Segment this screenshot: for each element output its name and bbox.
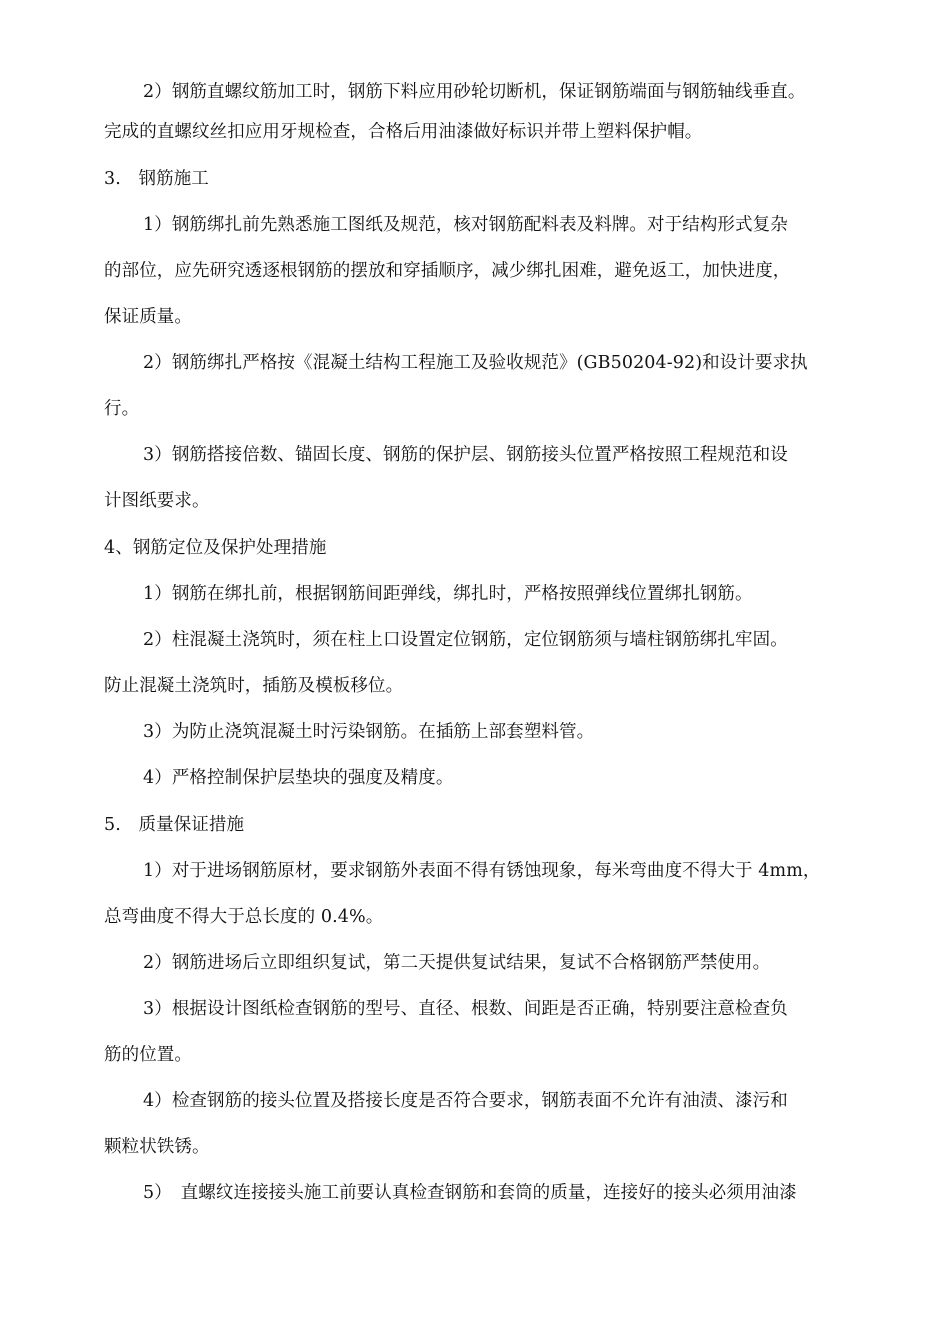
paragraph-line: 3）为防止浇筑混凝土时污染钢筋。在插筋上部套塑料管。 — [143, 722, 595, 742]
paragraph-line: 4）严格控制保护层垫块的强度及精度。 — [143, 768, 454, 788]
paragraph-line: 4）检查钢筋的接头位置及搭接长度是否符合要求，钢筋表面不允许有油渍、漆污和 — [143, 1091, 788, 1111]
paragraph-line: 的部位，应先研究透逐根钢筋的摆放和穿插顺序，减少绑扎困难，避免返工，加快进度， — [104, 261, 791, 281]
paragraph-line: 保证质量。 — [104, 307, 192, 327]
paragraph-line: 完成的直螺纹丝扣应用牙规检查，合格后用油漆做好标识并带上塑料保护帽。 — [104, 122, 703, 142]
paragraph-line: 3）根据设计图纸检查钢筋的型号、直径、根数、间距是否正确，特别要注意检查负 — [143, 999, 788, 1019]
paragraph-line: 2）钢筋进场后立即组织复试，第二天提供复试结果，复试不合格钢筋严禁使用。 — [143, 953, 771, 973]
paragraph-line: 1）对于进场钢筋原材，要求钢筋外表面不得有锈蚀现象，每米弯曲度不得大于 4mm， — [143, 861, 821, 881]
paragraph-line: 防止混凝土浇筑时，插筋及模板移位。 — [104, 676, 404, 696]
paragraph-line: 2）钢筋绑扎严格按《混凝土结构工程施工及验收规范》(GB50204-92)和设计要求执 — [143, 353, 808, 373]
section-heading: 3. 钢筋施工 — [104, 169, 209, 189]
section-heading: 4、钢筋定位及保护处理措施 — [104, 538, 327, 558]
paragraph-line: 筋的位置。 — [104, 1045, 192, 1065]
paragraph-line: 总弯曲度不得大于总长度的 0.4%。 — [104, 907, 384, 927]
section-heading: 5. 质量保证措施 — [104, 815, 245, 835]
paragraph-line: 计图纸要求。 — [104, 491, 210, 511]
paragraph-line: 5） 直螺纹连接接头施工前要认真检查钢筋和套筒的质量，连接好的接头必须用油漆 — [143, 1183, 797, 1203]
paragraph-line: 3）钢筋搭接倍数、锚固长度、钢筋的保护层、钢筋接头位置严格按照工程规范和设 — [143, 445, 788, 465]
paragraph-line: 1）钢筋在绑扎前，根据钢筋间距弹线，绑扎时，严格按照弹线位置绑扎钢筋。 — [143, 584, 753, 604]
paragraph-line: 2）柱混凝土浇筑时，须在柱上口设置定位钢筋，定位钢筋须与墙柱钢筋绑扎牢固。 — [143, 630, 788, 650]
paragraph-line: 2）钢筋直螺纹筋加工时，钢筋下料应用砂轮切断机，保证钢筋端面与钢筋轴线垂直。 — [143, 82, 806, 102]
paragraph-line: 行。 — [104, 399, 140, 419]
paragraph-line: 1）钢筋绑扎前先熟悉施工图纸及规范，核对钢筋配料表及料牌。对于结构形式复杂 — [143, 215, 788, 235]
paragraph-line: 颗粒状铁锈。 — [104, 1137, 210, 1157]
